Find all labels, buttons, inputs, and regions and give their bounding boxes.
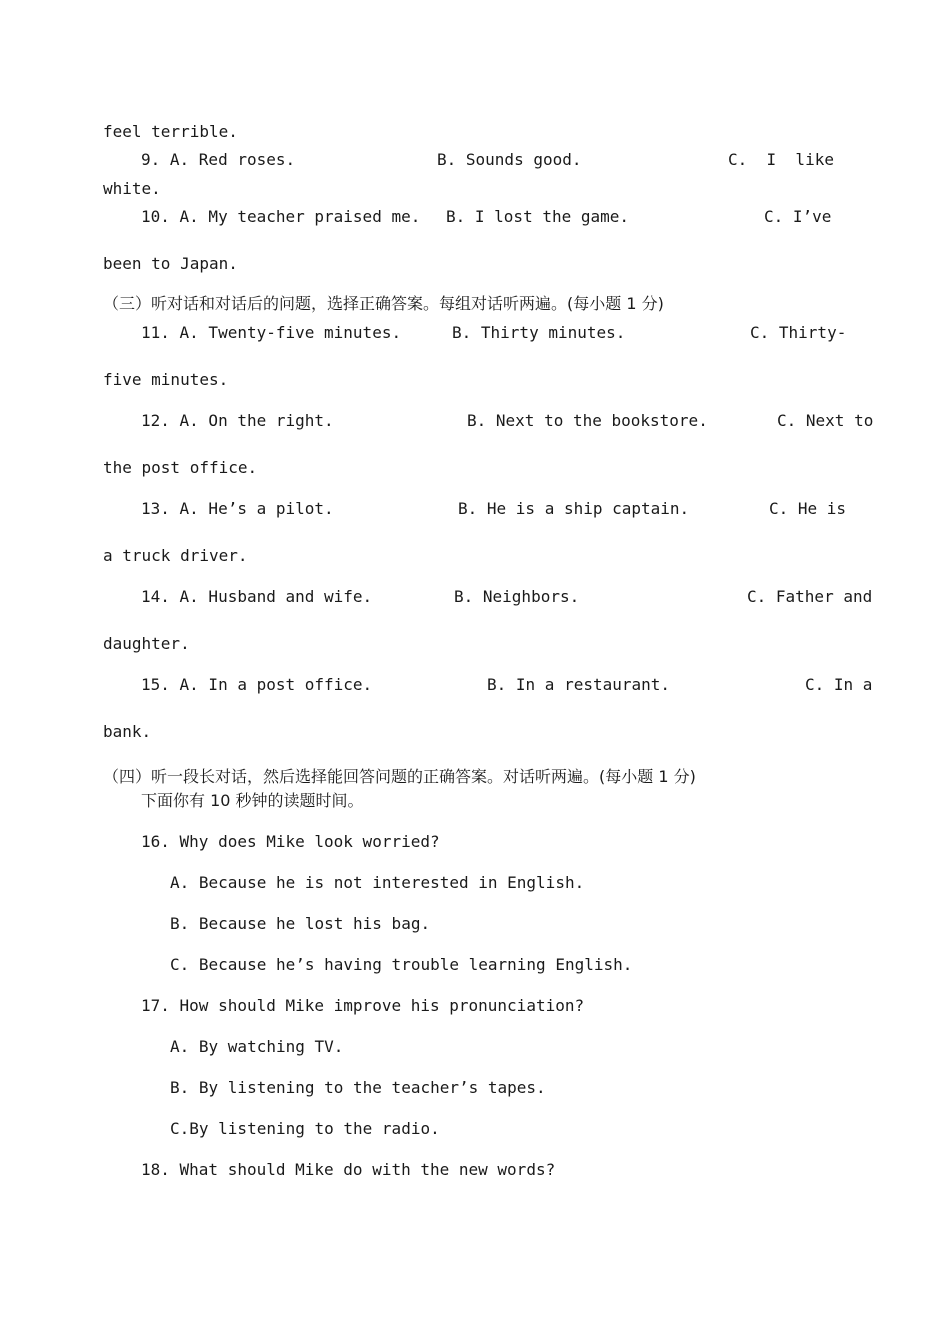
q17-option-c: C.By listening to the radio. bbox=[170, 1119, 440, 1138]
q14-option-c-continuation: daughter. bbox=[103, 634, 190, 653]
q11-option-b: B. Thirty minutes. bbox=[452, 323, 626, 342]
q15-option-a: 15. A. In a post office. bbox=[141, 675, 373, 694]
q11-option-c: C. Thirty- bbox=[750, 323, 847, 342]
q16-option-c: C. Because he’s having trouble learning English. bbox=[170, 955, 633, 974]
section-3-heading: （三）听对话和对话后的问题，选择正确答案。每组对话听两遍。(每小题 1 分) bbox=[103, 294, 664, 313]
q13-option-a: 13. A. He’s a pilot. bbox=[141, 499, 334, 518]
q10-option-c: C. I’ve bbox=[764, 207, 832, 226]
q12-option-a: 12. A. On the right. bbox=[141, 411, 334, 430]
q13-option-b: B. He is a ship captain. bbox=[458, 499, 690, 518]
q15-option-c: C. In a bbox=[805, 675, 873, 694]
q17-question: 17. How should Mike improve his pronunciation? bbox=[141, 996, 585, 1015]
q14-option-b: B. Neighbors. bbox=[454, 587, 580, 606]
q16-option-a: A. Because he is not interested in English. bbox=[170, 873, 585, 892]
q11-option-c-continuation: five minutes. bbox=[103, 370, 229, 389]
q14-option-c: C. Father and bbox=[747, 587, 873, 606]
q10-option-a: 10. A. My teacher praised me. bbox=[141, 207, 421, 226]
q9-option-c-continuation: white. bbox=[103, 179, 161, 198]
section-4-heading: （四）听一段长对话，然后选择能回答问题的正确答案。对话听两遍。(每小题 1 分) bbox=[103, 767, 696, 786]
q13-option-c: C. He is bbox=[769, 499, 847, 518]
q10-option-b: B. I lost the game. bbox=[446, 207, 630, 226]
q17-option-a: A. By watching TV. bbox=[170, 1037, 344, 1056]
q15-option-b: B. In a restaurant. bbox=[487, 675, 671, 694]
q18-question: 18. What should Mike do with the new words? bbox=[141, 1160, 556, 1179]
q9-option-b: B. Sounds good. bbox=[437, 150, 582, 169]
q16-question: 16. Why does Mike look worried? bbox=[141, 832, 440, 851]
section-4-reading-time: 下面你有 10 秒钟的读题时间。 bbox=[141, 791, 364, 810]
q16-option-b: B. Because he lost his bag. bbox=[170, 914, 431, 933]
q14-option-a: 14. A. Husband and wife. bbox=[141, 587, 373, 606]
q15-option-c-continuation: bank. bbox=[103, 722, 152, 741]
q11-option-a: 11. A. Twenty-five minutes. bbox=[141, 323, 402, 342]
q13-option-c-continuation: a truck driver. bbox=[103, 546, 248, 565]
q9-option-c: C. I like bbox=[728, 150, 834, 169]
q12-option-c: C. Next to bbox=[777, 411, 874, 430]
q12-option-b: B. Next to the bookstore. bbox=[467, 411, 708, 430]
q9-option-a: 9. A. Red roses. bbox=[141, 150, 296, 169]
q8-option-c-continuation: feel terrible. bbox=[103, 122, 238, 141]
q17-option-b: B. By listening to the teacher’s tapes. bbox=[170, 1078, 546, 1097]
q12-option-c-continuation: the post office. bbox=[103, 458, 258, 477]
q10-option-c-continuation: been to Japan. bbox=[103, 254, 238, 273]
